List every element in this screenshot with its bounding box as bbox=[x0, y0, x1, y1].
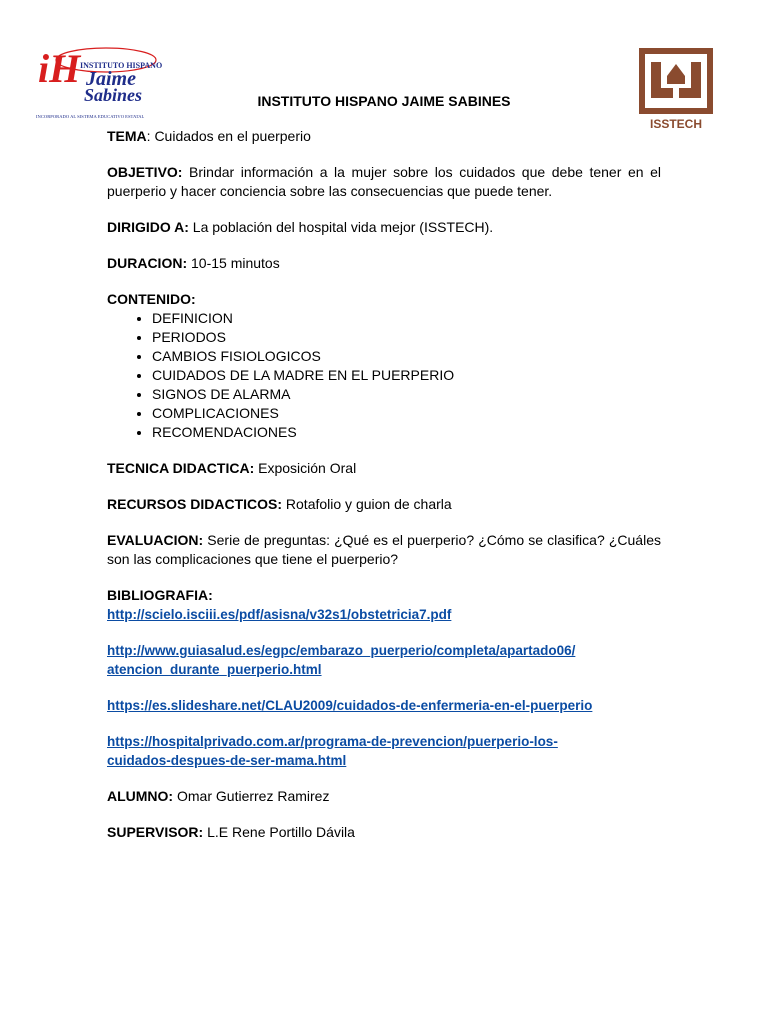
objetivo-label: OBJETIVO: bbox=[107, 164, 183, 180]
duracion-value: 10-15 minutos bbox=[187, 255, 280, 271]
tecnica-label: TECNICA DIDACTICA: bbox=[107, 460, 255, 476]
dirigido-label: DIRIGIDO A: bbox=[107, 219, 189, 235]
isstech-label: ISSTECH bbox=[649, 117, 703, 131]
contenido-label: CONTENIDO: bbox=[107, 291, 196, 307]
bibliography-link-1[interactable]: http://scielo.isciii.es/pdf/asisna/v32s1/obstetricia7.pdf bbox=[107, 607, 452, 622]
tema-label: TEMA bbox=[107, 128, 147, 144]
supervisor-value: L.E Rene Portillo Dávila bbox=[203, 824, 355, 840]
list-item: • DEFINICION bbox=[152, 309, 661, 328]
alumno-label: ALUMNO: bbox=[107, 788, 174, 804]
evaluacion-label: EVALUACION: bbox=[107, 532, 204, 548]
contenido-list bbox=[107, 309, 661, 442]
bibliography-link-2-line2: atencion_durante_puerperio.html bbox=[107, 662, 322, 677]
tema-field bbox=[107, 127, 661, 146]
logo-line2: Jaime bbox=[86, 68, 136, 90]
bibliography-link-3[interactable]: https://es.slideshare.net/CLAU2009/cuidados-de-enfermeria-en-el-puerperio bbox=[107, 698, 593, 713]
alumno-field bbox=[107, 787, 661, 806]
bibliography-link-2[interactable] bbox=[107, 641, 661, 679]
evaluacion-value: Serie de preguntas: ¿Qué es el puerperio? ¿Cómo se clasifica? ¿Cuáles son las complicaciones que tiene el puerperio? bbox=[107, 532, 661, 567]
dirigido-field bbox=[107, 218, 661, 237]
list-item: • RECOMENDACIONES bbox=[152, 423, 661, 442]
dirigido-value: La población del hospital vida mejor (ISSTECH). bbox=[188, 219, 494, 235]
document-body bbox=[107, 127, 661, 859]
contenido-field bbox=[107, 290, 661, 309]
list-item: • CUIDADOS DE LA MADRE EN EL PUERPERIO bbox=[152, 366, 661, 385]
alumno-value: Omar Gutierrez Ramirez bbox=[173, 788, 330, 804]
logo-line3: Sabines bbox=[84, 85, 143, 105]
instituto-hispano-logo bbox=[36, 38, 164, 122]
bibliography-link-4[interactable] bbox=[107, 732, 661, 770]
duracion-label: DURACION: bbox=[107, 255, 188, 271]
logo-initials: iH bbox=[38, 46, 81, 91]
logo-line1: INSTITUTO HISPANO bbox=[80, 61, 163, 70]
tecnica-field bbox=[107, 459, 661, 478]
recursos-label: RECURSOS DIDACTICOS: bbox=[107, 496, 283, 512]
list-item: • SIGNOS DE ALARMA bbox=[152, 385, 661, 404]
list-item: • PERIODOS bbox=[152, 328, 661, 347]
bibliografia-label: BIBLIOGRAFIA: bbox=[107, 587, 213, 603]
bibliography-link-4-line1: https://hospitalprivado.com.ar/programa-de-prevencion/puerperio-los- bbox=[107, 734, 558, 749]
recursos-value: Rotafolio y guion de charla bbox=[282, 496, 452, 512]
duracion-field bbox=[107, 254, 661, 273]
list-item: • COMPLICACIONES bbox=[152, 404, 661, 423]
objetivo-field bbox=[107, 163, 661, 201]
page-title: INSTITUTO HISPANO JAIME SABINES bbox=[257, 93, 511, 109]
logo-tagline: INCORPORADO AL SISTEMA EDUCATIVO ESTATAL bbox=[36, 114, 145, 119]
tema-value: : Cuidados en el puerperio bbox=[146, 128, 311, 144]
supervisor-field bbox=[107, 823, 661, 842]
tecnica-value: Exposición Oral bbox=[254, 460, 357, 476]
list-item: • CAMBIOS FISIOLOGICOS bbox=[152, 347, 661, 366]
supervisor-label: SUPERVISOR: bbox=[107, 824, 204, 840]
bibliography-link-2-line1: http://www.guiasalud.es/egpc/embarazo_puerperio/completa/apartado06/ bbox=[107, 643, 576, 658]
recursos-field bbox=[107, 495, 661, 514]
bibliografia-field bbox=[107, 586, 661, 605]
evaluacion-field bbox=[107, 531, 661, 569]
objetivo-value: Brindar información a la mujer sobre los cuidados que debe tener en el puerperio y hacer conciencia sobre las consecuencias que puede tener. bbox=[107, 164, 661, 199]
bibliography-link-4-line2: cuidados-despues-de-ser-mama.html bbox=[107, 753, 347, 768]
isstech-logo bbox=[637, 46, 715, 134]
